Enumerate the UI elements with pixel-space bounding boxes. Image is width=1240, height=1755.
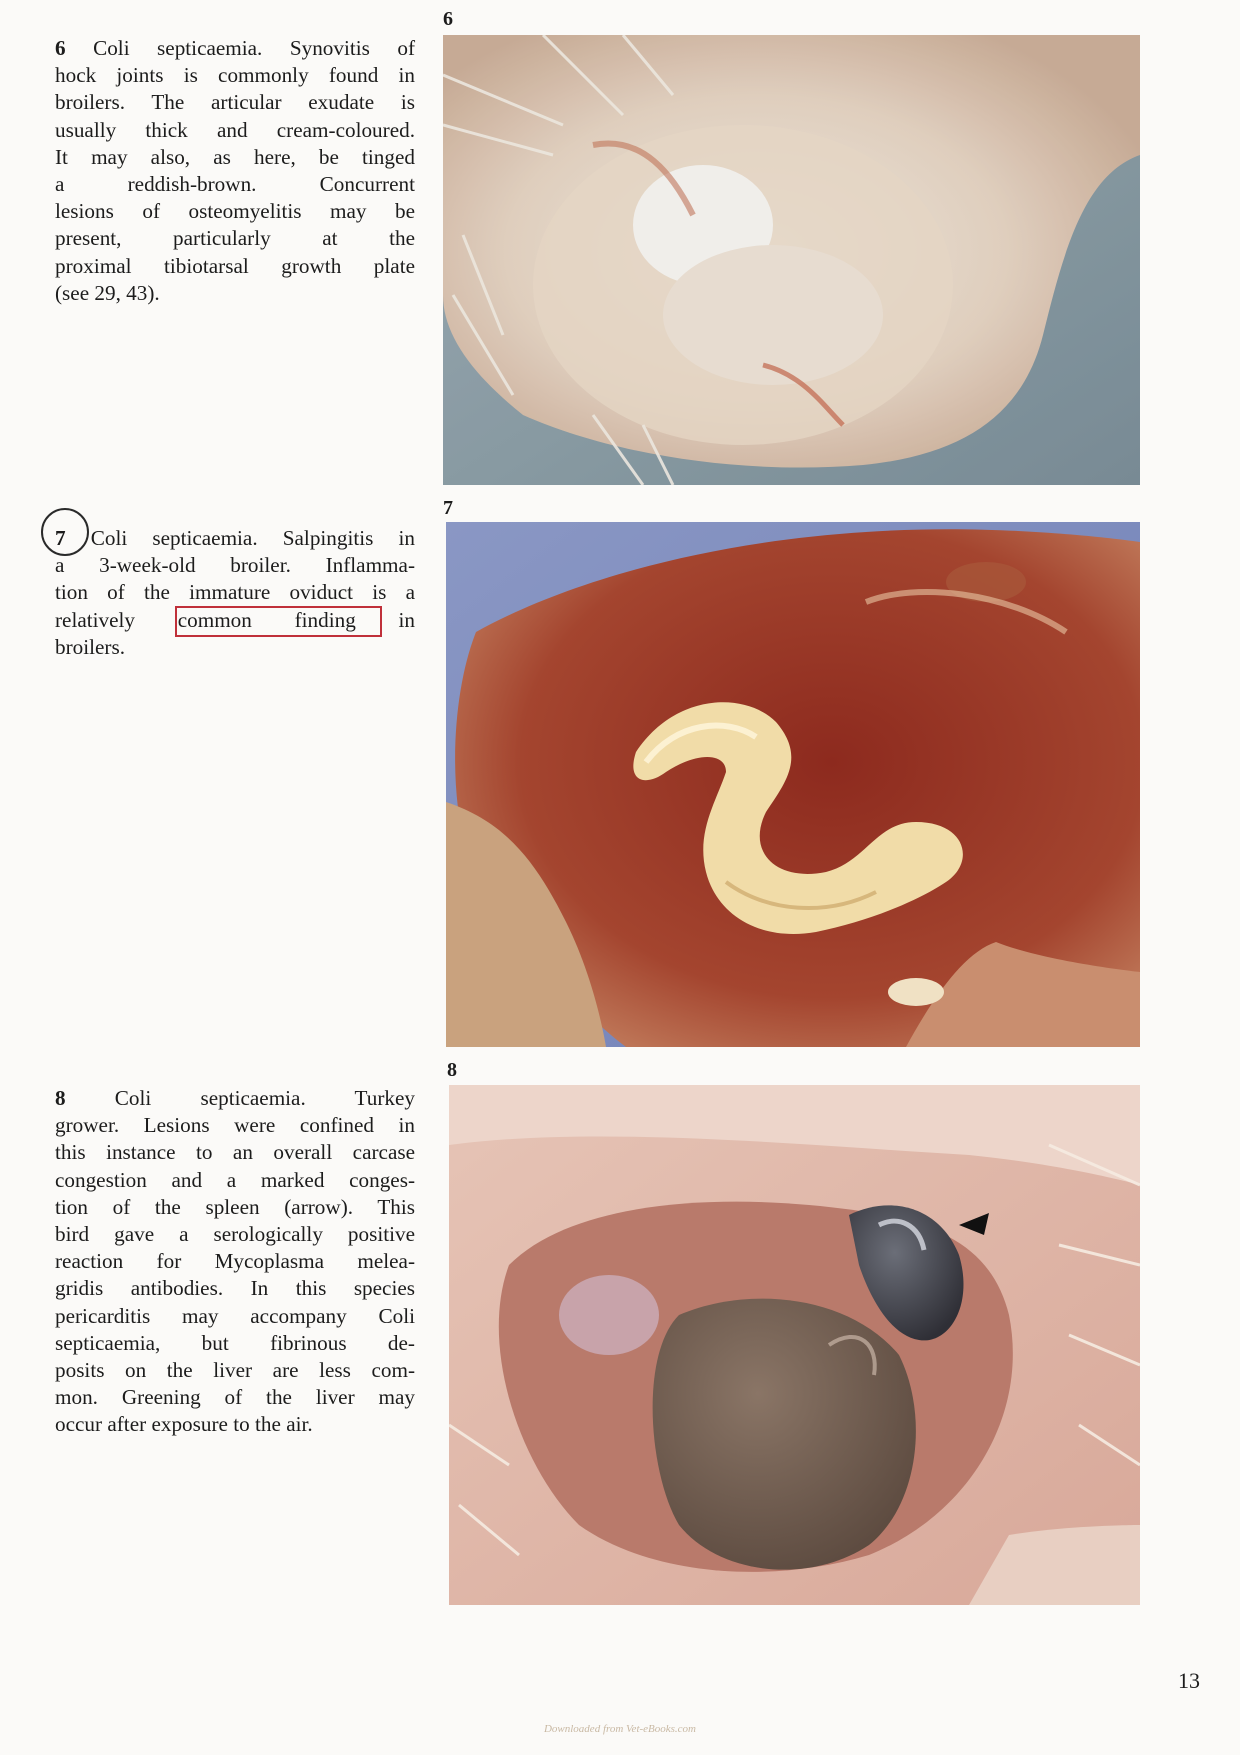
caption-line: bird gave a serologically positive	[55, 1222, 415, 1247]
caption-line: Coli septicaemia. Salpingitis in	[90, 526, 415, 550]
caption-7	[55, 525, 415, 661]
caption-line: tion of the spleen (arrow). This	[55, 1194, 415, 1219]
oviduct-photo	[446, 522, 1140, 1047]
figure-7-number: 7	[443, 497, 453, 519]
caption-line: this instance to an overall carcase	[55, 1140, 415, 1165]
caption-line: septicaemia, but fibrinous de-	[55, 1330, 415, 1355]
caption-line: a 3-week-old broiler. Inflamma-	[55, 553, 415, 578]
figure-6-number: 6	[443, 8, 453, 30]
caption-line: grower. Lesions were confined in	[55, 1113, 415, 1138]
caption-line: tion of the immature oviduct is a	[55, 580, 415, 605]
caption-line: present, particularly at the	[55, 226, 415, 251]
caption-line: lesions of osteomyelitis may be	[55, 199, 415, 224]
caption-line: proximal tibiotarsal growth plate	[55, 253, 415, 278]
highlight-box-annotation	[175, 606, 382, 637]
caption-line: (see 29, 43).	[55, 280, 160, 305]
caption-line: Coli septicaemia. Turkey	[114, 1086, 415, 1110]
caption-line: Coli septicaemia. Synovitis of	[93, 36, 416, 60]
caption-number: 6	[55, 36, 66, 60]
caption-6	[55, 35, 415, 307]
caption-line: broilers.	[55, 634, 126, 659]
download-watermark: Downloaded from Vet-eBooks.com	[543, 1723, 697, 1735]
caption-number: 8	[55, 1086, 66, 1110]
caption-line: usually thick and cream-coloured.	[55, 117, 415, 142]
caption-line: congestion and a marked conges-	[55, 1167, 415, 1192]
caption-line: occur after exposure to the air.	[55, 1412, 313, 1437]
caption-line: a reddish-brown. Concurrent	[55, 172, 415, 197]
caption-line: hock joints is commonly found in	[55, 63, 415, 88]
caption-line: broilers. The articular exudate is	[55, 90, 415, 115]
caption-line: gridis antibodies. In this species	[55, 1276, 415, 1301]
page-number: 13	[1178, 1668, 1200, 1693]
caption-8	[55, 1085, 415, 1439]
hock-joint-photo	[443, 35, 1140, 485]
figure-8-number: 8	[447, 1059, 457, 1081]
caption-line: It may also, as here, be tinged	[55, 144, 415, 169]
caption-number: 7	[55, 526, 66, 550]
caption-line: posits on the liver are less com-	[55, 1358, 415, 1383]
caption-line: relatively common finding in	[55, 607, 415, 632]
caption-line: reaction for Mycoplasma melea-	[55, 1249, 415, 1274]
caption-line: mon. Greening of the liver may	[55, 1385, 415, 1410]
caption-line: pericarditis may accompany Coli	[55, 1303, 415, 1328]
spleen-liver-photo	[449, 1085, 1140, 1605]
